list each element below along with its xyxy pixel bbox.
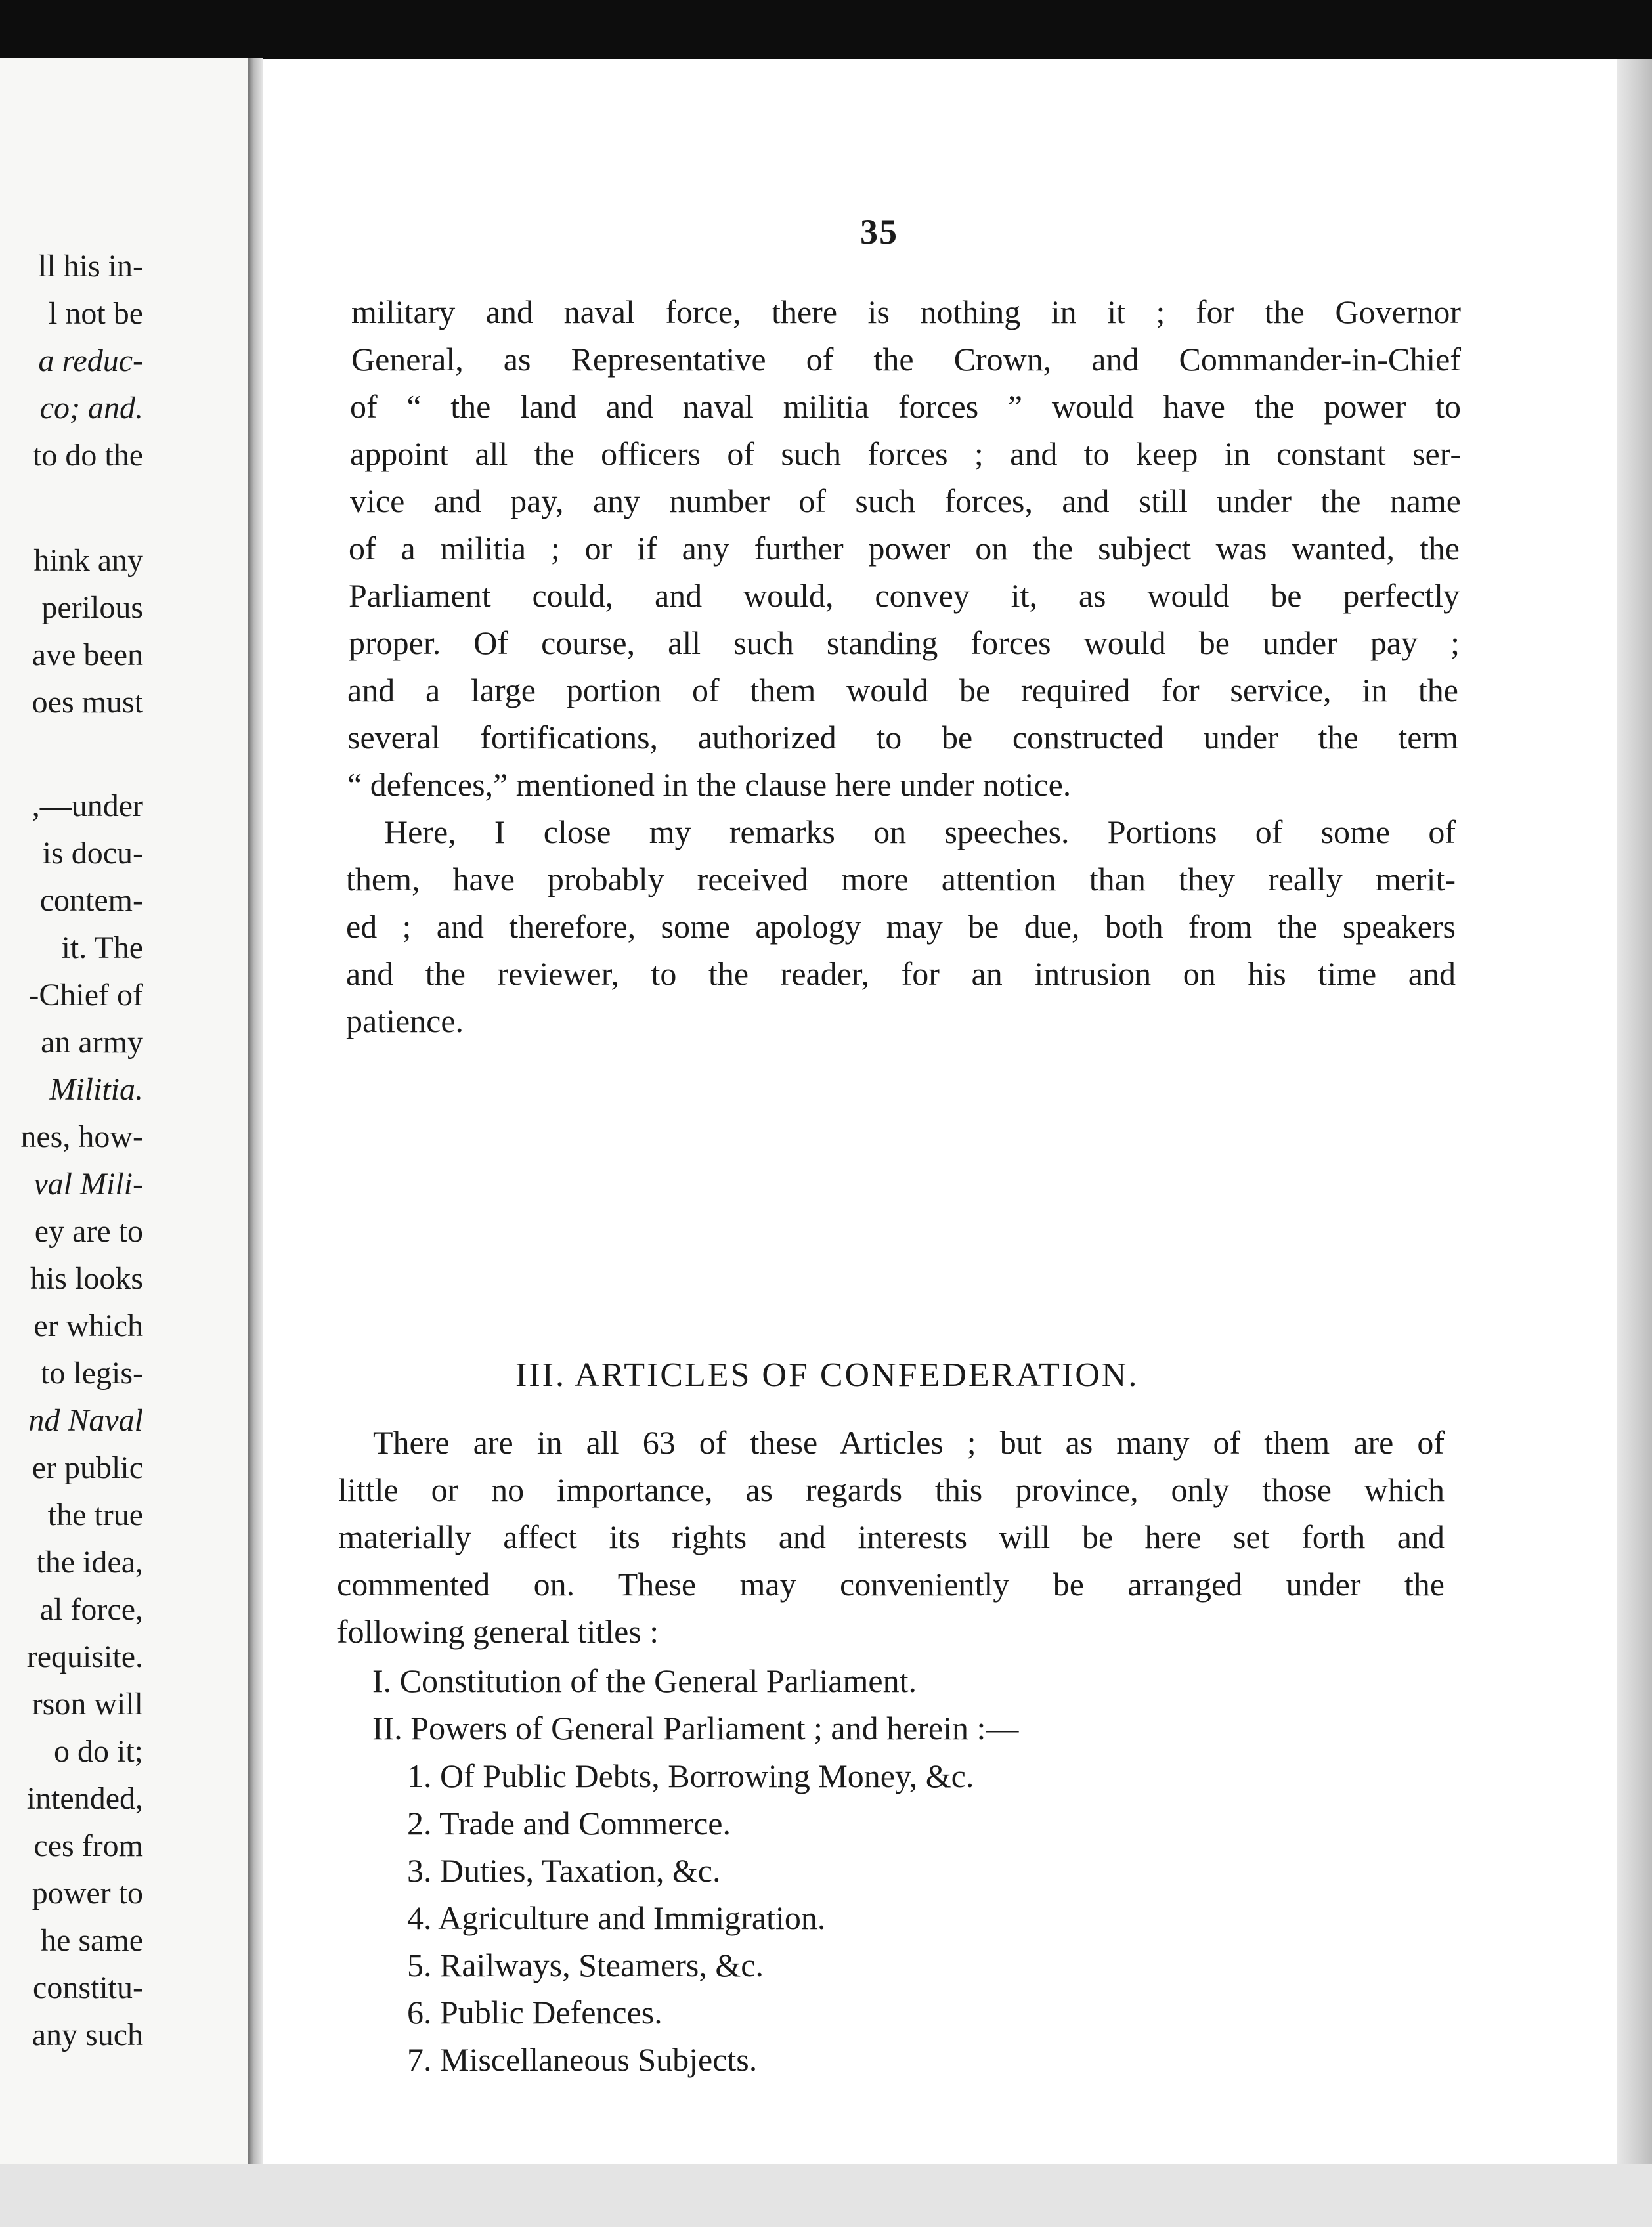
list-item: 4. Agriculture and Immigration. bbox=[407, 1899, 826, 1936]
left-line: ll his in- bbox=[37, 249, 143, 284]
text-line: proper. Of course, all such standing forces would be under pay ; bbox=[349, 624, 1460, 661]
left-line: an army bbox=[41, 1025, 143, 1060]
left-line: nd Naval bbox=[28, 1403, 143, 1438]
left-line: the true bbox=[47, 1498, 143, 1532]
list-item: 5. Railways, Steamers, &c. bbox=[407, 1947, 764, 1983]
left-line: al force, bbox=[39, 1592, 143, 1627]
text-line: military and naval force, there is nothing in it ; for the Governor bbox=[351, 293, 1461, 330]
left-line: hink any bbox=[33, 543, 143, 578]
left-line: contem- bbox=[39, 883, 143, 918]
left-line: to do the bbox=[33, 438, 143, 473]
scanner-top-band bbox=[0, 0, 1652, 60]
left-line: oes must bbox=[32, 685, 143, 720]
page-number: 35 bbox=[860, 212, 898, 251]
left-line: it. The bbox=[61, 930, 143, 965]
text-line: Parliament could, and would, convey it, as would be perfectly bbox=[349, 577, 1460, 614]
list-item: 3. Duties, Taxation, &c. bbox=[407, 1852, 721, 1889]
left-line: er public bbox=[32, 1450, 143, 1485]
left-line: o do it; bbox=[53, 1734, 143, 1769]
left-line: constitu- bbox=[33, 1970, 143, 2005]
text-line: patience. bbox=[346, 1003, 464, 1039]
text-line: materially affect its rights and interests will be here set forth and bbox=[338, 1519, 1445, 1555]
left-line: power to bbox=[32, 1876, 143, 1911]
left-line: the idea, bbox=[36, 1545, 143, 1580]
left-line: a reduc- bbox=[38, 343, 143, 378]
left-line: is docu- bbox=[42, 836, 143, 871]
list-item: 7. Miscellaneous Subjects. bbox=[407, 2041, 758, 2078]
text-line: “ defences,” mentioned in the clause here under notice. bbox=[347, 766, 1072, 803]
text-line: There are in all 63 of these Articles ; but as many of them are of bbox=[373, 1424, 1445, 1461]
left-line: any such bbox=[32, 2018, 143, 2052]
text-line: following general titles : bbox=[337, 1613, 659, 1650]
left-line: val Mili- bbox=[33, 1167, 143, 1201]
left-page-fragment bbox=[0, 58, 248, 2185]
left-line: perilous bbox=[41, 590, 143, 625]
left-line: er which bbox=[33, 1308, 143, 1343]
text-line: Here, I close my remarks on speeches. Portions of some of bbox=[384, 813, 1456, 850]
text-line: of “ the land and naval militia forces ” would have the power to bbox=[350, 388, 1461, 425]
section-heading: III. ARTICLES OF CONFEDERATION. bbox=[515, 1356, 1139, 1394]
left-line: ,—under bbox=[32, 789, 143, 823]
left-line: l not be bbox=[49, 296, 143, 331]
left-line: his looks bbox=[30, 1261, 143, 1296]
left-line: requisite. bbox=[26, 1639, 143, 1674]
text-line: and a large portion of them would be required for service, in the bbox=[347, 672, 1458, 708]
list-item: 6. Public Defences. bbox=[407, 1994, 663, 2031]
left-line: ave been bbox=[32, 638, 143, 672]
text-line: ed ; and therefore, some apology may be due, both from the speakers bbox=[346, 908, 1456, 945]
text-line: General, as Representative of the Crown, and Commander-in-Chief bbox=[351, 341, 1461, 378]
book-gutter bbox=[248, 58, 263, 2185]
text-line: vice and pay, any number of such forces, and still under the name bbox=[350, 483, 1461, 519]
text-line: little or no importance, as regards this province, only those which bbox=[338, 1471, 1445, 1508]
page-right-edge bbox=[1617, 59, 1652, 2173]
text-line: them, have probably received more attention than they really merit- bbox=[346, 861, 1456, 897]
left-line: intended, bbox=[26, 1781, 143, 1816]
list-item: 1. Of Public Debts, Borrowing Money, &c. bbox=[407, 1758, 974, 1794]
left-line: ces from bbox=[33, 1828, 143, 1863]
list-item: I. Constitution of the General Parliament. bbox=[372, 1662, 917, 1699]
left-line: Militia. bbox=[49, 1072, 143, 1107]
left-line: co; and. bbox=[39, 391, 143, 425]
left-line: rson will bbox=[32, 1687, 143, 1721]
left-line: -Chief of bbox=[28, 978, 143, 1012]
left-line: he same bbox=[41, 1923, 143, 1958]
text-line: several fortifications, authorized to be constructed under the term bbox=[347, 719, 1458, 756]
left-line: ey are to bbox=[34, 1214, 143, 1249]
text-line: and the reviewer, to the reader, for an intrusion on his time and bbox=[346, 955, 1456, 992]
list-item: 2. Trade and Commerce. bbox=[407, 1805, 731, 1842]
left-line: to legis- bbox=[41, 1356, 143, 1391]
scanner-bottom-band bbox=[0, 2164, 1652, 2227]
text-line: appoint all the officers of such forces ; and to keep in constant ser- bbox=[350, 435, 1461, 472]
text-line: commented on. These may conveniently be arranged under the bbox=[337, 1566, 1445, 1603]
left-line: nes, how- bbox=[20, 1119, 143, 1154]
list-item: II. Powers of General Parliament ; and herein :— bbox=[372, 1710, 1019, 1746]
text-line: of a militia ; or if any further power on the subject was wanted, the bbox=[349, 530, 1460, 567]
